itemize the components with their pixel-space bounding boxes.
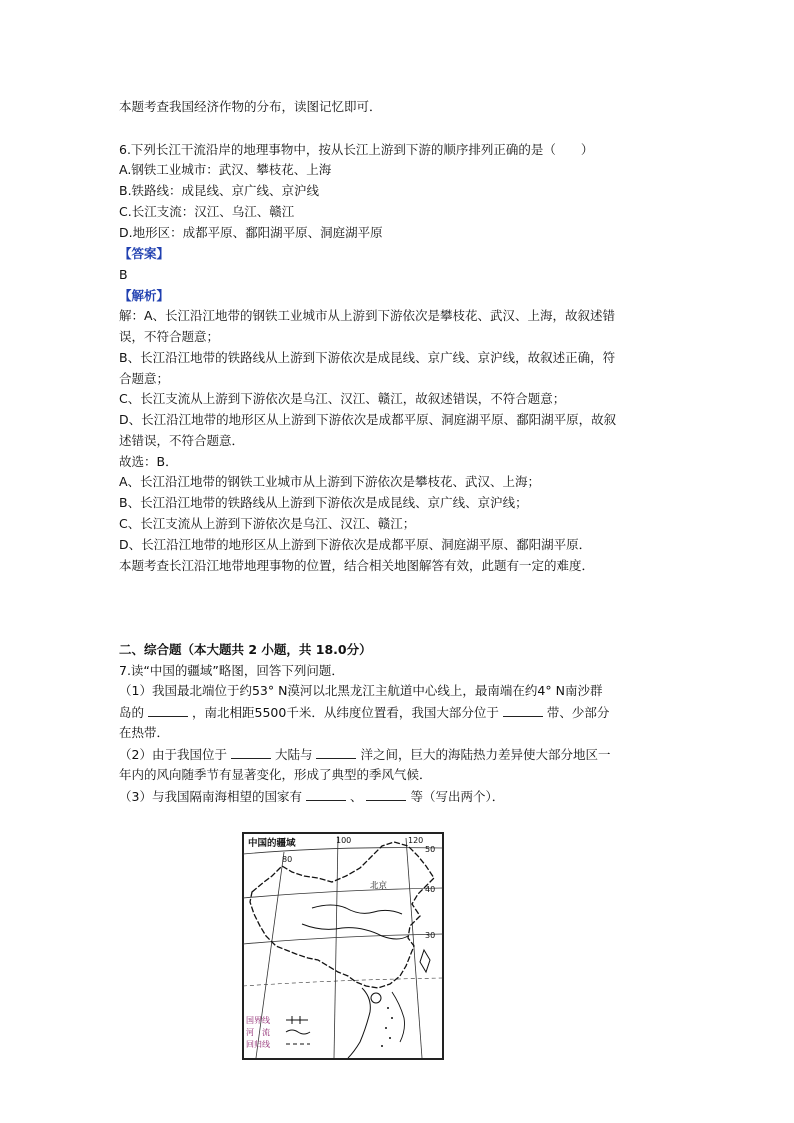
analysis-line: 本题考查长江沿江地带地理事物的位置，结合相关地图解答有效，此题有一定的难度． (119, 558, 595, 573)
lon-label: 120 (408, 836, 424, 845)
analysis-line: 合题意； (119, 371, 170, 386)
answer-blank[interactable] (316, 745, 356, 759)
q7-part2-line1 (119, 745, 611, 764)
lat-label: 40 (425, 885, 436, 894)
analysis-line: C、长江支流从上游到下游依次是乌江、汉江、赣江，故叙述错误，不符合题意； (119, 391, 566, 406)
analysis-line: B、长江沿江地带的铁路线从上游到下游依次是成昆线、京广线、京沪线； (119, 495, 528, 510)
q7-part2-text-b: 大陆与 (274, 747, 313, 762)
answer-value: B (119, 267, 128, 282)
q6-option-c: C.长江支流：汉江、乌江、赣江 (119, 204, 295, 219)
q7-part3 (119, 787, 504, 806)
lat-label: 50 (425, 845, 436, 854)
legend-label: 国界线 (246, 1016, 270, 1025)
answer-blank[interactable] (366, 787, 406, 801)
q7-part2-line2: 年内的风向随季节有显著变化，形成了典型的季风气候． (119, 767, 432, 782)
q7-part2-text-c: 洋之间，巨大的海陆热力差异使大部分地区一 (360, 747, 611, 762)
analysis-line: C、长江支流从上游到下游依次是乌江、汉江、赣江； (119, 516, 416, 531)
q7-part3-text-a: （3）与我国隔南海相望的国家有 (119, 789, 302, 804)
q7-part3-text-b: 、 (349, 789, 363, 804)
q7-part1-text-b: ，南北相距5500千米．从纬度位置看，我国大部分位于 (192, 705, 499, 720)
answer-tag: 【答案】 (119, 246, 170, 261)
city-label: 北京 (370, 881, 388, 891)
answer-blank[interactable] (306, 787, 346, 801)
map-title: 中国的疆域 (248, 838, 296, 849)
q7-part3-text-c: 等（写出两个）． (410, 789, 505, 804)
analysis-line: 述错误，不符合题意． (119, 433, 245, 448)
analysis-line: 解：A、长江沿江地带的钢铁工业城市从上游到下游依次是攀枝花、武汉、上海，故叙述错 (119, 308, 616, 323)
island-dot (385, 1027, 387, 1029)
analysis-line: A、长江沿江地带的钢铁工业城市从上游到下游依次是攀枝花、武汉、上海； (119, 474, 541, 489)
analysis-line: D、长江沿江地带的地形区从上游到下游依次是成都平原、洞庭湖平原、鄱阳湖平原，故叙 (119, 412, 617, 427)
lat-label: 30 (425, 931, 436, 940)
analysis-line: B、长江沿江地带的铁路线从上游到下游依次是成昆线、京广线、京沪线，故叙述正确，符 (119, 350, 616, 365)
q7-part1-line2 (119, 703, 609, 722)
section-title: 二、综合题（本大题共 2 小题，共 18.0分） (119, 642, 372, 657)
lon-label: 80 (282, 855, 293, 864)
island-dot (381, 1045, 383, 1047)
q7-part1-line3: 在热带． (119, 725, 170, 740)
analysis-line: D、长江沿江地带的地形区从上游到下游依次是成都平原、洞庭湖平原、鄱阳湖平原． (119, 537, 592, 552)
answer-blank[interactable] (231, 745, 271, 759)
q7-part1-text-c: 带、少部分 (546, 705, 610, 720)
china-territory-map (242, 832, 444, 1060)
q6-option-b: B.铁路线：成昆线、京广线、京沪线 (119, 183, 320, 198)
island-dot (391, 1017, 393, 1019)
answer-blank[interactable] (148, 703, 188, 717)
q6-option-d: D.地形区：成都平原、鄱阳湖平原、洞庭湖平原 (119, 225, 383, 240)
legend-label: 回归线 (246, 1040, 270, 1049)
q7-part1-text-a: 岛的 (119, 705, 145, 720)
answer-blank[interactable] (503, 703, 543, 717)
q6-stem: 6.下列长江干流沿岸的地理事物中，按从长江上游到下游的顺序排列正确的是（ ） (119, 142, 594, 157)
q6-option-a: A.钢铁工业城市：武汉、攀枝花、上海 (119, 162, 332, 177)
lon-label: 100 (336, 836, 352, 845)
analysis-tag: 【解析】 (119, 288, 170, 303)
island-dot (389, 1037, 391, 1039)
legend-label: 河 流 (246, 1028, 270, 1037)
q7-stem: 7.读“中国的疆域”略图，回答下列问题． (119, 663, 344, 678)
map-frame (243, 833, 443, 1059)
analysis-line: 误，不符合题意； (119, 329, 220, 344)
q7-part2-text-a: （2）由于我国位于 (119, 747, 227, 762)
intro-text: 本题考查我国经济作物的分布，读图记忆即可． (119, 99, 382, 114)
q7-part1-line1: （1）我国最北端位于约53° N漠河以北黑龙江主航道中心线上，最南端在约4° N南沙群 (119, 683, 603, 698)
analysis-line: 故选：B． (119, 454, 178, 469)
island-dot (387, 1007, 389, 1009)
